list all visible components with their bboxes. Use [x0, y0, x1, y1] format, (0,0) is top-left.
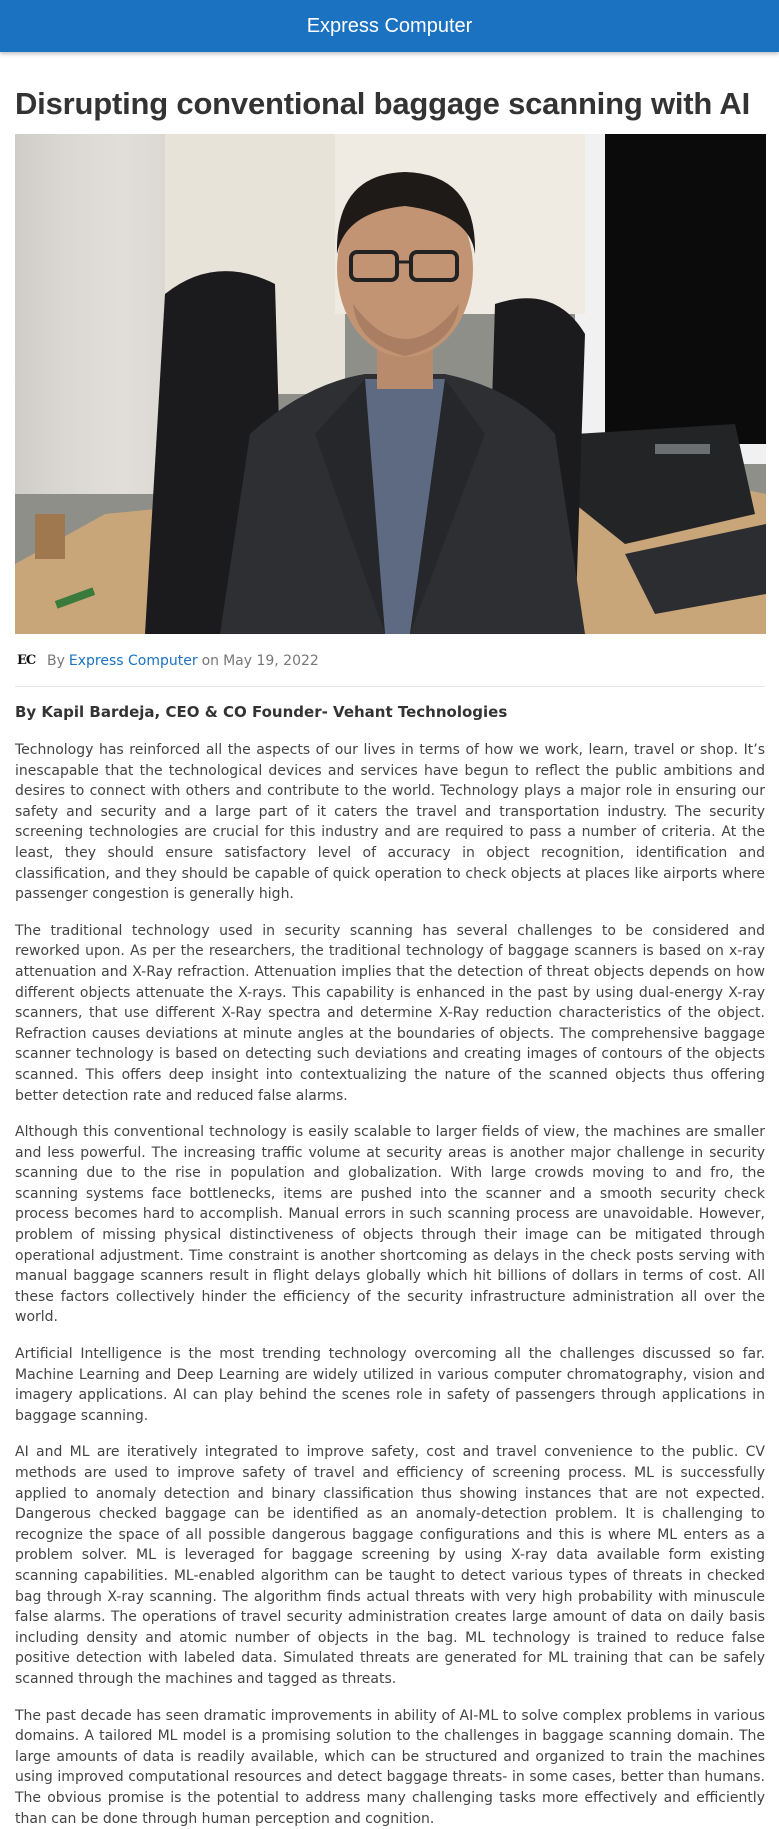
byline-divider [15, 686, 765, 687]
publisher-logo: EC [17, 653, 36, 668]
byline-by: By [47, 653, 65, 669]
site-header [0, 0, 779, 52]
article-paragraph: Artificial Intelligence is the most trending technology overcoming all the challenges discussed so far. Machine Learning and Deep Learning are widely utilized in various computer chromatography, vision and imagery applications. AI can play behind the scenes role in safety of passengers through applications in baggage scanning. [15, 1346, 765, 1424]
article-paragraph: The past decade has seen dramatic improvements in ability of AI-ML to solve complex problems in various domains. A tailored ML model is a promising solution to the challenges in baggage scanning domain. The large amounts of data is readily available, which can be structured and organized to train the machines using improved computational resources and detect baggage threats- in some cases, better than humans. The obvious promise is the potential to address many challenging tasks more effectively and efficiently than can be done through human perception and cognition. [15, 1707, 765, 1827]
publish-date: May 19, 2022 [223, 653, 319, 669]
article-container [0, 84, 779, 1829]
article-paragraph: Although this conventional technology is easily scalable to larger fields of view, the machines are smaller and less powerful. The increasing traffic volume at security areas is another major challenge in security scanning due to the rise in population and globalization. With large crowds moving to and fro, the scanning systems face bottlenecks, items are pushed into the scanner and a smooth security check process becomes hard to accomplish. Manual errors in such scanning process are unavoidable. However, problem of missing physical distinctiveness of objects through their image can be mitigated through operational adjustment. Time constraint is another shortcoming as delays in the check posts serving with manual baggage scanners result in flight delays globally which hit billions of dollars in terms of cost. All these factors collectively hinder the efficiency of the security infrastructure administration all over the world. [15, 1124, 765, 1326]
article-paragraph: AI and ML are iteratively integrated to improve safety, cost and travel convenience to the public. CV methods are used to improve safety of travel and efficiency of screening process. ML is successfully applied to anomaly detection and binary classification thus showing instances that are not expected. Dangerous checked baggage can be identified as an anomaly-detection problem. It is challenging to recognize the space of all possible dangerous baggage configurations and this is where ML enters as a problem solver. ML is leveraged for baggage screening by using X-ray data available form existing scanning capabilities. ML-enabled algorithm can be taught to detect various types of threats in checked bag through X-ray scanning. The algorithm finds actual threats with very high probability with minuscule false alarms. The operations of travel security administration creates large amount of data on daily basis including density and atomic number of objects in the bag. ML technology is trained to reduce false positive detection with labeled data. Simulated threats are generated for ML training that can be safely scanned through the machines and tagged as threats. [15, 1444, 765, 1687]
article-paragraph: The traditional technology used in security scanning has several challenges to be considered and reworked upon. As per the researchers, the traditional technology of baggage scanners is based on x-ray attenuation and X-Ray refraction. Attenuation implies that the detection of threat objects depends on how different objects attenuate the X-rays. This capability is enhanced in the past by using dual-energy X-ray scanners, that use different X-Ray spectra and determine X-Ray reduction characteristics of the object. Refraction causes deviations at minute angles at the boundaries of objects. The comprehensive baggage scanner technology is based on detecting such deviations and creating images of contours of the objects scanned. This offers deep insight into contextualizing the nature of the scanned objects thus offering better detection rate and reduced false alarms. [15, 922, 765, 1104]
hero-image [15, 134, 766, 634]
hero-photo-illustration [15, 134, 766, 634]
site-brand[interactable]: Express Computer [306, 14, 473, 37]
article-title: Disrupting conventional baggage scanning with AI [15, 86, 751, 121]
article-paragraph: Technology has reinforced all the aspects of our lives in terms of how we work, learn, travel or shop. It’s inescapable that the technological devices and services have begun to reflect the public ambitions and desires to connect with others and contribute to the world. Technology plays a major role in ensuring our safety and security and a large part of it caters the travel and transportation industry. The security screening technologies are crucial for this industry and are required to pass a number of criteria. At the least, they should ensure satisfactory level of accuracy in object recognition, identification and classification, and they should be capable of quick operation to check objects at places like airports where passenger congestion is generally high. [15, 742, 765, 903]
author-credit: By Kapil Bardeja, CEO & CO Founder- Vehant Technologies [15, 703, 508, 721]
byline-author-link[interactable]: Express Computer [68, 653, 198, 669]
byline-on: on [201, 653, 220, 669]
article-byline [15, 651, 765, 671]
article-body [15, 740, 765, 1829]
